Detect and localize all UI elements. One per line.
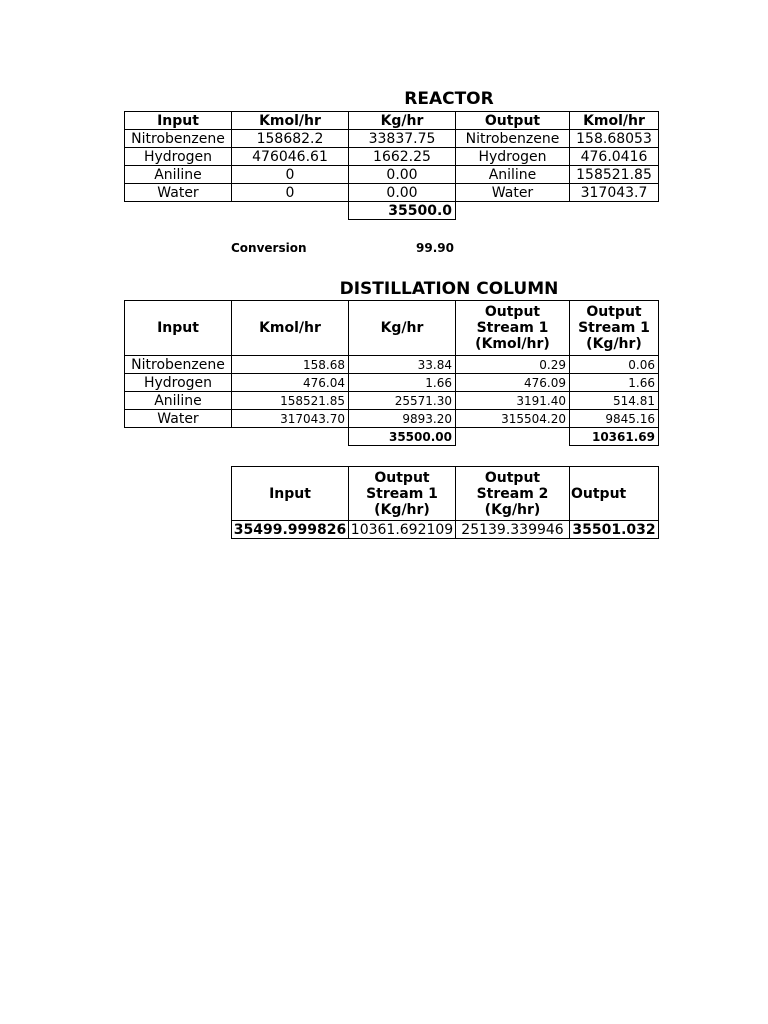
cell: 514.81: [570, 392, 659, 410]
balance-output-stream-1: 10361.692109: [349, 521, 456, 539]
balance-table: [231, 466, 659, 539]
reactor-header-row: [125, 112, 659, 130]
balance-input: 35499.999826: [232, 521, 349, 539]
header-cell: Output Stream 2 (Kg/hr): [456, 467, 570, 521]
cell: 1.66: [570, 374, 659, 392]
cell: Hydrogen: [125, 374, 232, 392]
cell: 476.0416: [570, 148, 659, 166]
table-row: [232, 521, 659, 539]
balance-output-stream-2: 25139.339946: [456, 521, 570, 539]
cell: Aniline: [125, 392, 232, 410]
header-cell: Output Stream 1 (Kmol/hr): [456, 301, 570, 356]
cell: 158682.2: [232, 130, 349, 148]
cell: 158521.85: [570, 166, 659, 184]
header-cell: Kg/hr: [349, 301, 456, 356]
cell: 1.66: [349, 374, 456, 392]
header-cell: Input: [232, 467, 349, 521]
cell: Water: [125, 410, 232, 428]
balance-output: 35501.032: [570, 521, 659, 539]
reactor-total: 35500.0: [349, 202, 456, 220]
cell: Nitrobenzene: [125, 356, 232, 374]
balance-header-row: [232, 467, 659, 521]
table-row: [125, 130, 659, 148]
cell: 9845.16: [570, 410, 659, 428]
cell: 315504.20: [456, 410, 570, 428]
header-cell: Input: [125, 112, 232, 130]
cell: Nitrobenzene: [456, 130, 570, 148]
cell: Aniline: [456, 166, 570, 184]
cell: 158.68053: [570, 130, 659, 148]
cell: 0.00: [349, 166, 456, 184]
header-cell: Output Stream 1 (Kg/hr): [349, 467, 456, 521]
table-row: [125, 410, 659, 428]
header-cell: Output Stream 1 (Kg/hr): [570, 301, 659, 356]
cell: 9893.20: [349, 410, 456, 428]
cell: 25571.30: [349, 392, 456, 410]
distillation-header-row: [125, 301, 659, 356]
cell: Hydrogen: [125, 148, 232, 166]
cell: 476046.61: [232, 148, 349, 166]
reactor-table: [124, 111, 659, 220]
cell: 158521.85: [232, 392, 349, 410]
cell: 33.84: [349, 356, 456, 374]
table-row: [125, 148, 659, 166]
reactor-title: REACTOR: [404, 89, 494, 109]
cell: 0: [232, 166, 349, 184]
total-row: [125, 202, 659, 220]
cell: 3191.40: [456, 392, 570, 410]
header-cell: Output: [570, 467, 659, 521]
header-cell: Output: [456, 112, 570, 130]
cell: Hydrogen: [456, 148, 570, 166]
distillation-table: [124, 300, 659, 446]
header-cell: Kg/hr: [349, 112, 456, 130]
conversion-value: 99.90: [416, 241, 454, 255]
cell: 33837.75: [349, 130, 456, 148]
distillation-total-kg: 35500.00: [349, 428, 456, 446]
distillation-title: DISTILLATION COLUMN: [339, 279, 559, 299]
cell: Nitrobenzene: [125, 130, 232, 148]
cell: Water: [125, 184, 232, 202]
cell: 0.29: [456, 356, 570, 374]
table-row: [125, 356, 659, 374]
table-row: [125, 166, 659, 184]
table-row: [125, 184, 659, 202]
cell: 317043.70: [232, 410, 349, 428]
cell: 317043.7: [570, 184, 659, 202]
header-cell: Kmol/hr: [232, 112, 349, 130]
cell: 476.09: [456, 374, 570, 392]
cell: 476.04: [232, 374, 349, 392]
table-row: [125, 392, 659, 410]
cell: Water: [456, 184, 570, 202]
cell: 1662.25: [349, 148, 456, 166]
header-cell: Kmol/hr: [232, 301, 349, 356]
header-cell: Kmol/hr: [570, 112, 659, 130]
cell: 158.68: [232, 356, 349, 374]
cell: 0.06: [570, 356, 659, 374]
header-cell: Input: [125, 301, 232, 356]
total-row: [125, 428, 659, 446]
table-row: [125, 374, 659, 392]
cell: 0.00: [349, 184, 456, 202]
conversion-label: Conversion: [231, 241, 307, 255]
cell: 0: [232, 184, 349, 202]
distillation-total-out-kg: 10361.69: [570, 428, 659, 446]
cell: Aniline: [125, 166, 232, 184]
